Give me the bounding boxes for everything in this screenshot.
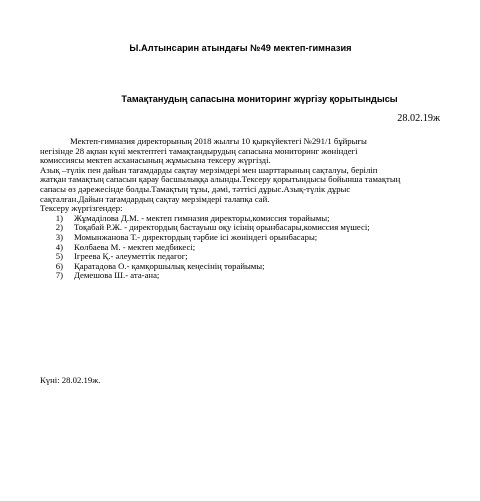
paragraph-line: сақталған.Дайын тағамдардың сақтау мерзімдері талапқа сай. (40, 193, 270, 204)
paragraph-line: комиссиясы мектеп асханасының жұмысына тексеру жүргізді. (40, 155, 271, 166)
list-item-text: Момынжанова Т.- директордың тәрбие ісі жөніндегі орынбасары; (74, 231, 318, 242)
paragraph-line: Мектеп-гимназия директорының 2018 жылғы 10 қыркүйектегі №291/1 бұйрығы (70, 136, 367, 146)
list-item-number: 2) (55, 222, 63, 233)
document-date: 28.02.19ж (397, 113, 440, 124)
list-item-number: 5) (55, 251, 63, 262)
inspectors-label: Тексеру жүргізгендер: (40, 203, 123, 214)
paragraph-line: сапасы өз дәрежесінде болды.Тамақтың тұзы, дәмі, тәттісі дұрыс.Азық-түлік дұрыс (40, 183, 351, 194)
document-title: Ы.Алтынсарин атындағы №49 мектеп-гимназия (129, 43, 352, 53)
document-body (40, 137, 450, 281)
paragraph-line: Азық –түлік пен дайын тағамдарды сақтау мерзімдері мен шарттарының сақталуы, беріліп (40, 164, 378, 175)
list-item-number: 1) (55, 212, 63, 223)
list-item-text: Жұмаділова Д.М. - мектеп гимназия директоры,комиссия төрайымы; (74, 212, 330, 223)
list-item (40, 271, 450, 281)
paragraph-line: жатқан тамақтың сапасын қарау басшылыққа алынды.Тексеру қорытындысы бойынша тамақтың (40, 174, 401, 185)
list-item-number: 3) (55, 231, 63, 242)
list-item-number: 6) (55, 260, 63, 271)
list-item-text: Демешова Ш.- ата-ана; (74, 270, 160, 281)
list-item-text: Қаратадова О.- қамқоршылық кеңесінің төрайымы; (74, 260, 265, 271)
list-item-text: Ігреева Қ.- әлеуметтік педагог; (74, 251, 188, 262)
footer-date: Күні: 28.02.19ж. (40, 375, 101, 385)
members-list (40, 214, 450, 281)
document-subtitle: Тамақтанудың сапасына мониторинг жүргізу қорытындысы (121, 94, 398, 104)
list-item-number: 4) (55, 241, 63, 252)
paragraph-line: негізінде 28 ақпан күні мектептегі тамақтандырудың сапасына мониторинг жөніндегі (40, 145, 358, 156)
list-item-number: 7) (55, 270, 63, 281)
list-item-text: Тоқабай Р.Ж. - директордың бастауыш оқу ісінің орынбасары,комиссия мүшесі; (74, 222, 370, 233)
list-item-text: Көлбаева М. - мектеп медбикесі; (74, 241, 196, 252)
